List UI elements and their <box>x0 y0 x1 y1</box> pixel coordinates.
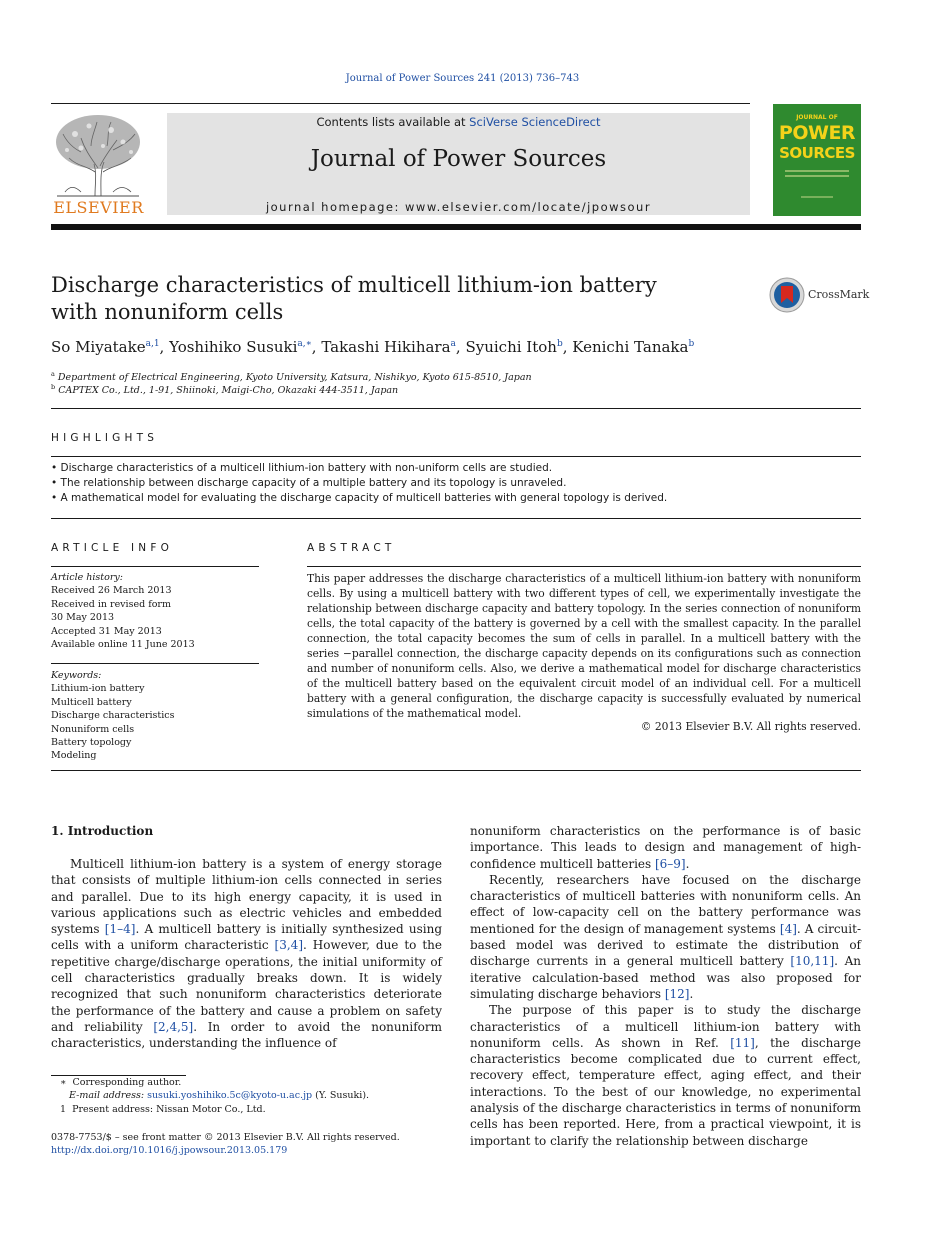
author-name: Syuichi Itoh <box>465 338 557 356</box>
paragraph-text: nonuniform characteristics on the performance is of basic importance. This leads to design and management of high-confidence multicell batteries <box>470 824 861 871</box>
highlight-item: • Discharge characteristics of a multicell lithium-ion battery with non-uniform cells are studied. <box>51 462 553 474</box>
cover-title-line3: SOURCES <box>779 144 855 162</box>
crossmark-icon <box>769 277 805 313</box>
section-rule <box>51 663 259 664</box>
citation-link[interactable]: [11] <box>730 1035 755 1050</box>
highlights-heading: HIGHLIGHTS <box>51 432 159 444</box>
highlights-list <box>51 461 861 506</box>
keyword: Nonuniform cells <box>51 723 135 735</box>
author-name: Takashi Hikihara <box>321 338 451 356</box>
journal-reference-link[interactable]: Journal of Power Sources 241 (2013) 736–743 <box>345 73 580 84</box>
paragraph-text: . However, due to the repetitive charge/discharge operations, the initial uniformity of cell characteristics gradually breaks down. It is widely recognized that such nonuniform characteristics deteriorate the performance of the battery and cause a problem on safety and reliability <box>51 938 442 1034</box>
paper-title <box>51 272 691 326</box>
footnote-mark: ∗ <box>60 1077 67 1088</box>
email-suffix: (Y. Susuki). <box>312 1090 370 1102</box>
journal-title: Journal of Power Sources <box>310 146 607 172</box>
paragraph-text: . A multicell battery is initially synthesized using cells with a uniform characteristic <box>51 922 442 953</box>
history-entry: Accepted 31 May 2013 <box>51 625 162 637</box>
author <box>169 338 321 356</box>
author-affiliation-mark[interactable]: a,∗ <box>297 339 312 349</box>
cover-decoration <box>801 196 833 198</box>
paragraph-text: , the discharge characteristics become complicated due to current effect, recovery effect, temperature effect, aging effect, and their interactions. To the best of our knowledge, no experimental analysis of the discharge characteristics in terms of nonuniform cells has been reported. Here, from a practical viewpoint, it is important to clarify the relationship between discharge <box>470 1035 861 1148</box>
history-entry: Received 26 March 2013 <box>51 585 172 597</box>
section-rule <box>307 566 861 567</box>
keywords-label: Keywords: <box>51 670 102 681</box>
affiliation-key: b <box>51 383 56 391</box>
header-rule <box>51 103 750 104</box>
abstract-heading: ABSTRACT <box>307 542 396 554</box>
affiliation-text: CAPTEX Co., Ltd., 1-91, Shiinoki, Maigi-Cho, Okazaki 444-3511, Japan <box>58 385 399 397</box>
paragraph-text: . In order to avoid the nonuniform characteristics, understanding the influence of <box>51 1019 442 1051</box>
author-separator: , <box>311 338 322 356</box>
body-column-right <box>470 823 861 1149</box>
author-separator: , <box>562 338 573 356</box>
footnote-1 <box>51 1103 442 1116</box>
cover-title-line1: JOURNAL OF <box>796 114 838 121</box>
keyword: Discharge characteristics <box>51 710 175 722</box>
footnote-corresponding <box>51 1076 442 1089</box>
email-label: E-mail address: <box>69 1090 148 1102</box>
affiliation-b <box>51 383 861 396</box>
citation-link[interactable]: [10,11] <box>790 954 835 969</box>
sciencedirect-link[interactable]: SciVerse ScienceDirect <box>469 115 601 129</box>
affiliation-key: a <box>51 370 55 378</box>
section-rule <box>51 566 259 567</box>
affiliation-text: Department of Electrical Engineering, Kyoto University, Katsura, Nishikyo, Kyoto 615-8510, Japan <box>57 372 532 384</box>
citation-link[interactable]: [6–9] <box>654 856 686 871</box>
history-label: Article history: <box>51 572 123 583</box>
contents-prefix: Contents lists available at <box>316 115 470 129</box>
body-column-left <box>51 856 442 1052</box>
section-heading-introduction: 1. Introduction <box>51 824 154 838</box>
paragraph-text: . <box>689 986 694 1001</box>
cover-decoration <box>785 175 849 177</box>
history-entry: 30 May 2013 <box>51 612 115 624</box>
author-affiliation-mark[interactable]: b <box>688 339 695 349</box>
author-name: So Miyatake <box>51 338 146 356</box>
paragraph <box>51 856 442 1052</box>
keywords <box>51 669 259 763</box>
citation-link[interactable]: [4] <box>779 921 797 936</box>
citation-link[interactable]: [3,4] <box>274 938 303 953</box>
front-matter-info <box>51 1131 400 1158</box>
highlight-item: • The relationship between discharge capacity of a multiple battery and its topology is unraveled. <box>51 477 567 489</box>
author-name: Kenichi Tanaka <box>572 338 689 356</box>
citation-link[interactable]: [1–4] <box>104 922 136 937</box>
cover-decoration <box>785 170 849 172</box>
keyword: Multicell battery <box>51 696 132 708</box>
paragraph <box>470 1002 861 1149</box>
footnote-mark: 1 <box>60 1103 67 1115</box>
crossmark-badge[interactable] <box>769 277 870 313</box>
paper-title-line1: Discharge characteristics of multicell lithium-ion battery <box>51 273 657 297</box>
author <box>572 338 694 356</box>
author-separator: , <box>455 338 466 356</box>
footnote-text: Present address: Nissan Motor Co., Ltd. <box>72 1103 266 1115</box>
author-name: Yoshihiko Susuki <box>169 338 298 356</box>
paragraph <box>470 872 861 1002</box>
keyword: Battery topology <box>51 737 132 749</box>
citation-link[interactable]: [12] <box>664 986 690 1001</box>
section-rule <box>51 408 861 409</box>
footnotes <box>51 1076 442 1116</box>
footnote-text: Corresponding author. <box>72 1077 182 1088</box>
journal-homepage[interactable]: journal homepage: www.elsevier.com/locate/jpowsour <box>265 200 652 214</box>
article-info-heading: ARTICLE INFO <box>51 542 174 554</box>
paper-title-line2: with nonuniform cells <box>51 300 284 324</box>
email-link[interactable]: susuki.yoshihiko.5c@kyoto-u.ac.jp <box>147 1090 313 1102</box>
author <box>465 338 572 356</box>
section-rule <box>51 456 861 457</box>
footnote-email <box>51 1089 442 1102</box>
author-affiliation-mark[interactable]: b <box>556 339 563 349</box>
author-affiliation-mark[interactable]: a <box>450 339 456 349</box>
paragraph-text: Recently, researchers have focused on the discharge characteristics of multicell batteries with nonuniform cells. An effect of low-capacity cell on the battery performance was mentioned for the design of management systems <box>470 872 861 936</box>
crossmark-label: CrossMark <box>808 288 870 301</box>
elsevier-logo[interactable] <box>51 112 146 216</box>
paragraph-text: . <box>685 856 690 871</box>
author-affiliation-mark[interactable]: a,1 <box>145 339 160 349</box>
author-separator: , <box>159 338 170 356</box>
paragraph-text: . A circuit-based model was derived to estimate the distribution of discharge currents in a general multicell battery <box>470 921 861 969</box>
contents-line <box>167 115 750 129</box>
author <box>321 338 465 356</box>
paragraph-text: Multicell lithium-ion battery is a system of energy storage that consists of multiple lithium-ion cells connected in series and parallel. Due to its high energy capacity, it is used in various applications such as electric vehicles and embedded systems <box>51 857 442 937</box>
cover-title-line2: POWER <box>778 122 856 144</box>
header-thick-rule <box>51 224 861 230</box>
paragraph-text: The purpose of this paper is to study the discharge characteristics of a multicell lithium-ion battery with nonuniform cells. As shown in Ref. <box>470 1003 861 1050</box>
elsevier-wordmark: ELSEVIER <box>53 198 144 217</box>
keyword: Modeling <box>51 750 97 762</box>
citation-link[interactable]: [2,4,5] <box>153 1019 194 1034</box>
journal-cover[interactable] <box>773 104 861 216</box>
article-history <box>51 571 259 651</box>
author <box>51 338 169 356</box>
doi-link[interactable]: http://dx.doi.org/10.1016/j.jpowsour.2013.05.179 <box>51 1145 288 1157</box>
highlight-item: • A mathematical model for evaluating the discharge capacity of multicell batteries with general topology is derived. <box>51 492 668 504</box>
section-rule <box>51 518 861 519</box>
history-entry: Available online 11 June 2013 <box>51 639 195 651</box>
paragraph <box>470 823 861 872</box>
issn-line: 0378-7753/$ – see front matter © 2013 Elsevier B.V. All rights reserved. <box>51 1132 400 1143</box>
abstract-text: This paper addresses the discharge characteristics of a multicell lithium-ion battery with nonuniform cells. By using a multicell battery with two different types of cell, we experimentally investigate the relationship between discharge capacity and battery topology. In the series connection of nonuniform cells, the total capacity of the battery is governed by a cell with the smallest capacity. In the parallel connection, the total capacity becomes the sum of cells in parallel. In a multicell battery with the series −parallel connection, the discharge capacity depends on its configurations such as connection and number of nonuniform cells. Also, we derive a mathematical model for discharge characteristics of the multicell battery based on the equivalent circuit model of an individual cell. For a multicell battery with a general configuration, the discharge capacity is successfully evaluated by numerical simulations of the mathematical model. <box>307 572 861 720</box>
keyword: Lithium-ion battery <box>51 683 145 695</box>
abstract-copyright: © 2013 Elsevier B.V. All rights reserved. <box>640 720 861 733</box>
affiliation-a <box>51 370 861 383</box>
history-entry: Received in revised form <box>51 598 171 610</box>
paragraph-text: . An iterative calculation-based method was also proposed for simulating discharge behaviors <box>470 954 861 1001</box>
section-rule <box>51 770 861 771</box>
author-list <box>51 338 861 356</box>
